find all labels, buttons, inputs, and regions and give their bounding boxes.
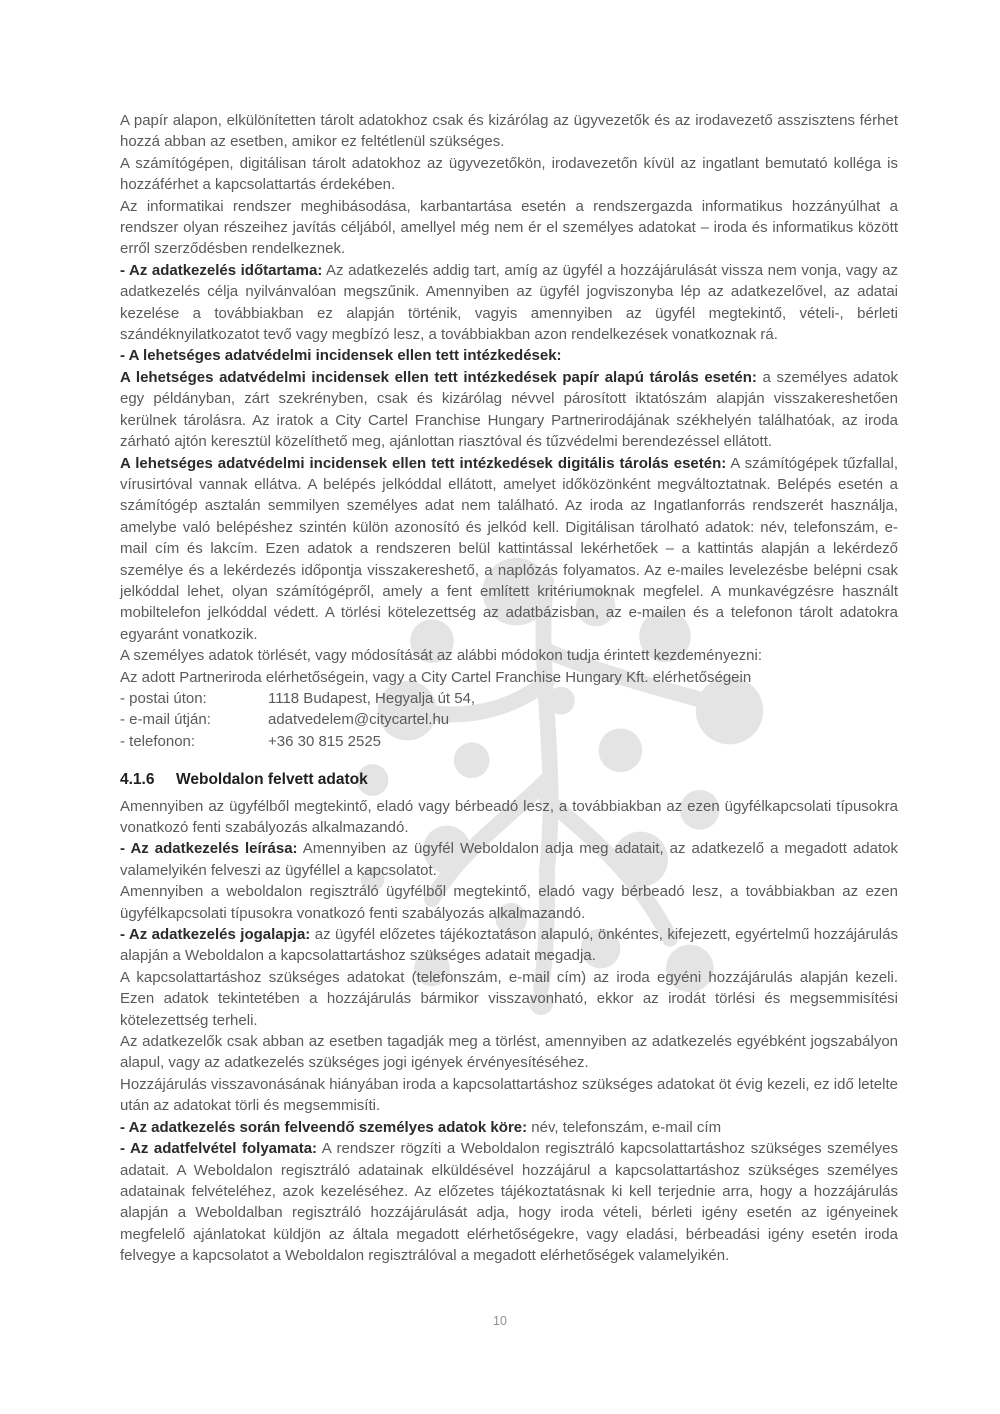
bold-text-run: - Az adatkezelés jogalapja: [120, 926, 311, 944]
contact-label: - e-mail útján: [120, 711, 211, 729]
bold-text-run: A lehetséges adatvédelmi incidensek ellen tett intézkedések digitális tárolás esetén: [120, 454, 727, 472]
paragraph [120, 924, 898, 967]
paragraph [120, 260, 898, 346]
text-run: A személyes adatok törlését, vagy módosítását az alábbi módokon tudja érintett kezdeményezni: [120, 647, 763, 665]
paragraph [120, 1117, 898, 1138]
paragraph [120, 667, 898, 688]
page-number: 10 [493, 1314, 507, 1328]
bold-text-run: - A lehetséges adatvédelmi incidensek ellen tett intézkedések: [120, 347, 562, 365]
text-run: az ügyfél előzetes tájékoztatáson alapuló, önkéntes, kifejezett, egyértelmű hozzájárulás alapján a Weboldalon a kapcsolattartáshoz szükséges adatait megadja. [120, 926, 898, 965]
paragraph [120, 645, 898, 666]
contact-value: adatvedelem@citycartel.hu [268, 711, 450, 729]
contact-row [120, 731, 898, 752]
paragraph [120, 196, 898, 260]
text-run: Amennyiben az ügyfél Weboldalon adja meg adatait, az adatkezelő a megadott adatok valamelyikén felveszi az ügyféllel a kapcsolatot. [120, 840, 899, 879]
paragraph [120, 1031, 898, 1074]
text-run: név, telefonszám, e-mail cím [527, 1118, 722, 1136]
text-run: Az adatkezelés addig tart, amíg az ügyfél a hozzájárulását vissza nem vonja, vagy az adatkezelés célja nyilvánvalóan megszűnik. Amennyiben az ügyfél jogviszonyba lép az adatkezelővel, az adatai kezelése a továbbiakban ez alapján történik, vagyis amennyiben az ügyfél megtekintő, vételi-, bérleti szándéknyilatkozatot tevő vagy megbízó lesz, a továbbiakban azon rendelkezések vonatkoznak rá. [120, 261, 898, 344]
contact-row [120, 688, 898, 709]
paragraph [120, 1138, 898, 1266]
contact-row [120, 709, 898, 730]
bold-text-run: - Az adatkezelés időtartama: [120, 261, 323, 279]
text-run: Az adatkezelők csak abban az esetben tagadják meg a törlést, amennyiben az adatkezelés egyébként jogszabályon alapul, vagy az adatkezelés szükséges jogi igények érvényesítéséhez. [120, 1033, 898, 1072]
paragraph [120, 153, 898, 196]
text-run: A papír alapon, elkülönítetten tárolt adatokhoz csak és kizárólag az ügyvezetők és az irodavezető asszisztens férhet hozzá abban az esetben, amikor ez feltétlenül szükséges. [120, 112, 898, 151]
paragraph [120, 967, 898, 1031]
contact-label: - telefonon: [120, 732, 196, 750]
contact-value: 1118 Budapest, Hegyalja út 54, [268, 689, 476, 707]
bold-text-run: A lehetséges adatvédelmi incidensek ellen tett intézkedések papír alapú tárolás esetén: [120, 368, 757, 386]
contact-label: - postai úton: [120, 689, 207, 707]
paragraph [120, 796, 898, 839]
paragraph [120, 1074, 898, 1117]
bold-text-run: - Az adatkezelés leírása: [120, 840, 298, 858]
paragraph [120, 453, 898, 646]
text-run: Hozzájárulás visszavonásának hiányában iroda a kapcsolattartáshoz szükséges adatokat öt évig kezeli, ez idő letelte után az adatokat törli és megsemmisíti. [120, 1075, 898, 1115]
text-run: Az adott Partneriroda elérhetőségein, vagy a City Cartel Franchise Hungary Kft. elérhetőségein [120, 668, 752, 686]
text-run: Amennyiben a weboldalon regisztráló ügyfélből megtekintő, eladó vagy bérbeadó lesz, a továbbiakban az ezen ügyfélkapcsolati típusokra vonatkozó fenti szabályozás alkalmazandó. [120, 883, 898, 922]
section-heading-title: Weboldalon felvett adatok [176, 771, 368, 789]
paragraph [120, 838, 898, 881]
contact-value: +36 30 815 2525 [268, 732, 382, 750]
text-run: A kapcsolattartáshoz szükséges adatokat (telefonszám, e-mail cím) az iroda egyéni hozzájárulás alapján kezeli. Ezen adatok tekintetében a hozzájárulás bármikor visszavonható, ekkor az irodát törlési és megsemmisítési kötelezettség terheli. [120, 968, 898, 1029]
text-run: Amennyiben az ügyfélből megtekintő, eladó vagy bérbeadó lesz, a továbbiakban az ezen ügyfélkapcsolati típusokra vonatkozó fenti szabályozás alkalmazandó. [120, 797, 898, 836]
bold-text-run: - Az adatfelvétel folyamata: [120, 1140, 318, 1158]
paragraph [120, 367, 898, 453]
paragraph [120, 881, 898, 924]
text-run: Az informatikai rendszer meghibásodása, karbantartása esetén a rendszergazda informatikus hozzányúlhat a rendszer olyan részeihez javítás céljából, amellyel még nem ér el személyes adatokat – iroda és informatikus között erről szerződésben rendelkeznek. [120, 197, 898, 258]
section-heading [120, 769, 898, 790]
paragraph [120, 345, 898, 366]
text-run: A rendszer rögzíti a Weboldalon regisztráló kapcsolattartáshoz szükséges személyes adatait. A Weboldalon regisztráló adatainak elküldésével hozzájárul a kapcsolattartáshoz szükséges személyes adatainak felvételéhez, azok kezeléséhez. Az előzetes tájékoztatásnak ki kell terjednie arra, hogy a hozzájárulás alapján a Weboldalban regisztráló hozzájárulását adja, hogy iroda vételi, bérleti igény esetén az igényeinek megfelelő ajánlatokat küldjön az általa megadott elérhetőségekre, vagy eladási, bérbeadási igény esetén iroda felvegye a kapcsolatot a Weboldalon regisztrálóval a megadott elérhetőségek valamelyikén. [120, 1140, 898, 1265]
document-content [120, 110, 898, 1267]
section-heading-number: 4.1.6 [120, 771, 155, 789]
bold-text-run: - Az adatkezelés során felveendő személyes adatok köre: [120, 1118, 528, 1136]
text-run: A számítógépek tűzfallal, vírusirtóval vannak ellátva. A belépés jelkóddal ellátott, amelyet időközönként megváltoztatnak. Belépés esetén a számítógép asztalán semmilyen személyes adat nem található. Az iroda az Ingatlanforrás rendszerét használja, amelybe való belépéshez szintén külön azonosító és jelkód kell. Digitálisan tárolható adatok: név, telefonszám, e-mail cím és lakcím. Ezen adatok a rendszeren belül kattintással lekérhetőek – a kattintás alapján a lekérdező személye és a lekérdezés időpontja visszakereshető, a naplózás folyamatos. Az e-mailes levelezésbe belépni csak jelkóddal lehet, olyan számítógépről, amely a fent említett kritériumoknak megfelel. A munkavégzésre használt mobiltelefon jelkóddal védett. A törlési kötelezettség az adatbázisban, az e-mailen és a telefonon tárolt adatokra egyaránt vonatkozik. [120, 454, 899, 643]
text-run: a személyes adatok egy példányban, zárt szekrényben, csak és kizárólag névvel párosított iktatószám alapján visszakereshetően kerülnek tárolásra. Az iratok a City Cartel Franchise Hungary Partnerirodájának székhelyén találhatóak, az iroda zárható ajtón keresztül közelíthető meg, ajánlottan riasztóval és tűzvédelmi berendezéssel ellátott. [120, 368, 898, 451]
text-run: A számítógépen, digitálisan tárolt adatokhoz az ügyvezetőkön, irodavezetőn kívül az ingatlant bemutató kolléga is hozzáférhet a kapcsolattartás érdekében. [120, 154, 898, 194]
paragraph [120, 110, 898, 153]
